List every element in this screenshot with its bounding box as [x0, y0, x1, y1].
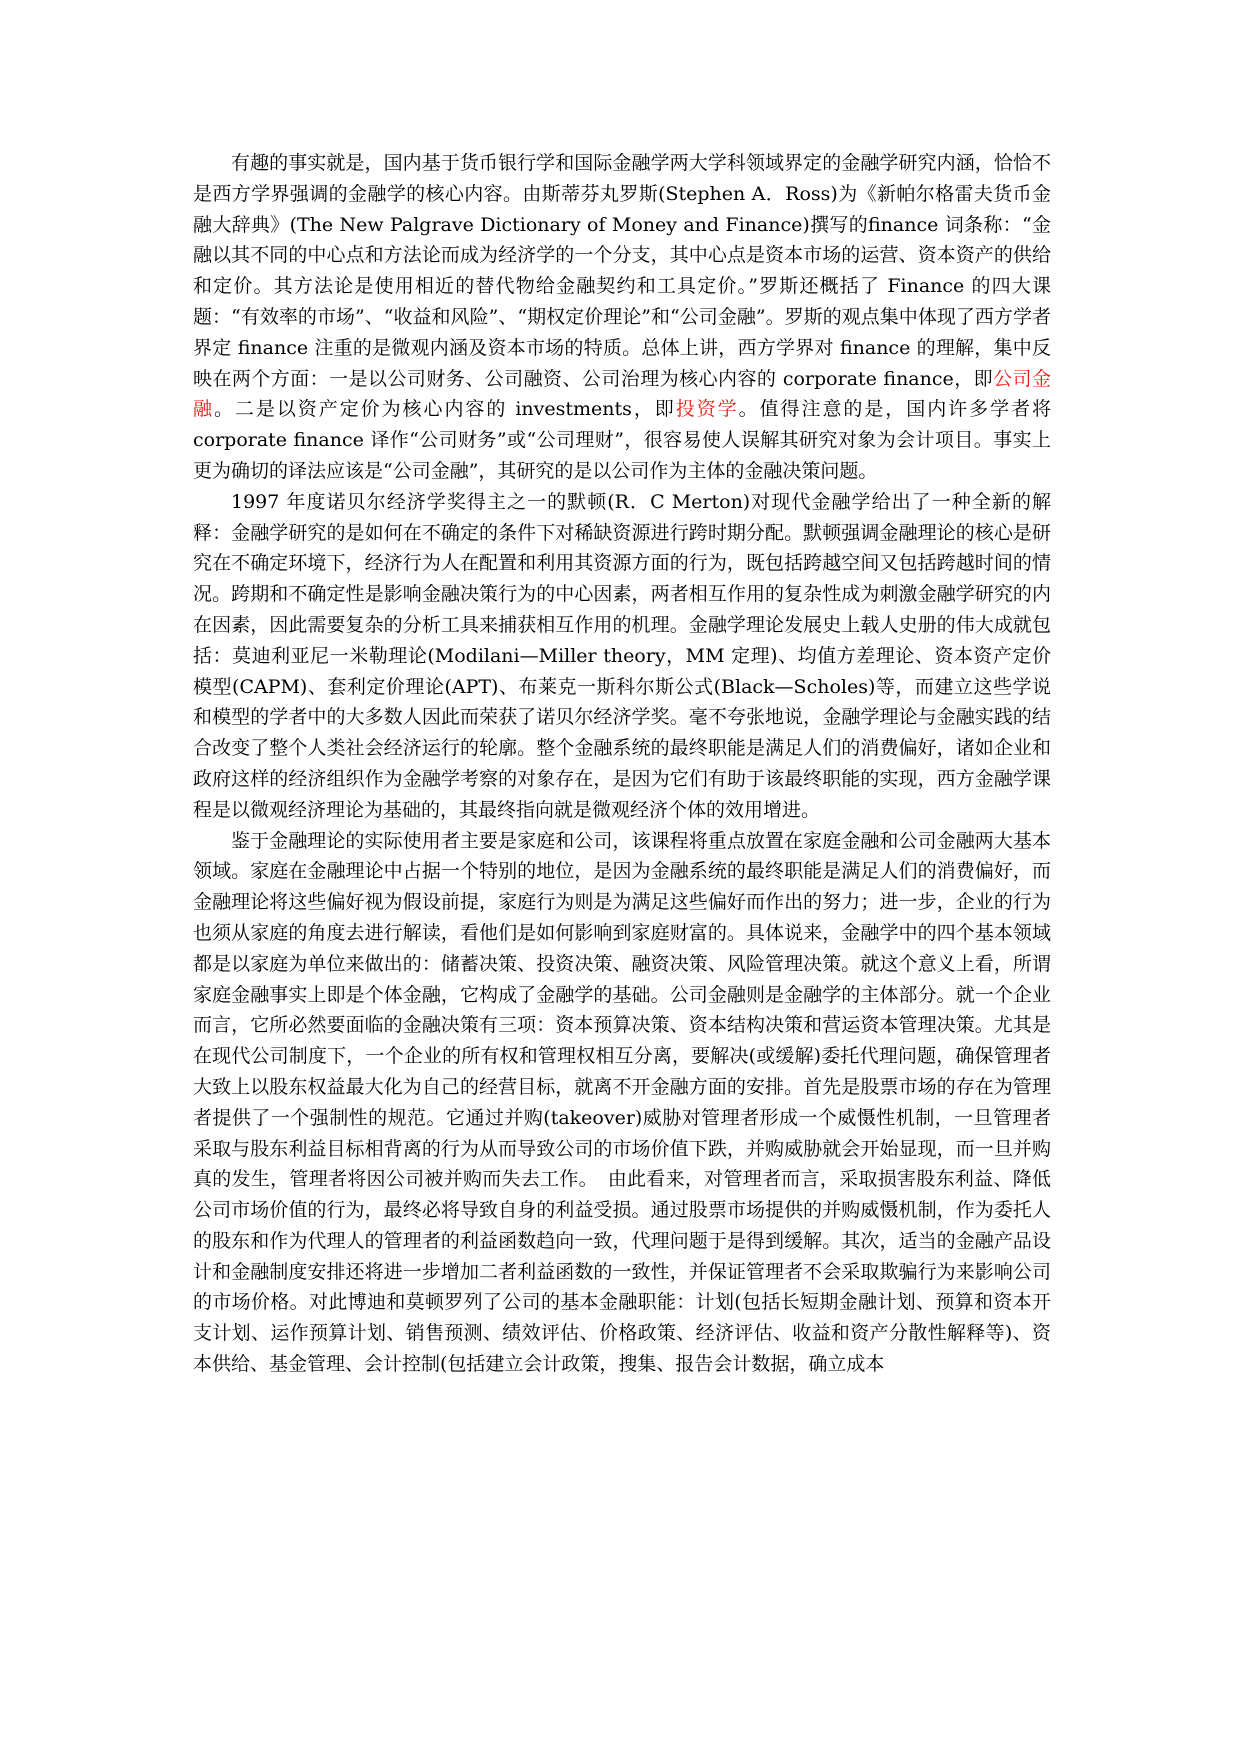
paragraph-text: 鉴于金融理论的实际使用者主要是家庭和公司，该课程将重点放置在家庭金融和公司金融两大基本领域。家庭在金融理论中占据一个特别的地位，是因为金融系统的最终职能是满足人们的消费偏好，而金融理论将这些偏好视为假设前提，家庭行为则是为满足这些偏好而作出的努力；进一步，企业的行为也须从家庭的角度去进行解读，看他们是如何影响到家庭财富的。具体说来，金融学中的四个基本领域都是以家庭为单位来做出的：储蓄决策、投资决策、融资决策、风险管理决策。就这个意义上看，所谓家庭金融事实上即是个体金融，它构成了金融学的基础。公司金融则是金融学的主体部分。就一个企业而言，它所必然要面临的金融决策有三项：资本预算决策、资本结构决策和营运资本管理决策。尤其是在现代公司制度下，一个企业的所有权和管理权相互分离，要解决(或缓解)委托代理问题，确保管理者大致上以股东权益最大化为自己的经营目标，就离不开金融方面的安排。首先是股票市场的存在为管理者提供了一个强制性的规范。它通过并购(takeover)威胁对管理者形成一个威慑性机制，一旦管理者采取与股东利益目标相背离的行为从而导致公司的市场价值下跌，并购威胁就会开始显现，而一旦并购真的发生，管理者将因公司被并购而失去工作。 由此看来，对管理者而言，采取损害股东利益、降低公司市场价值的行为，最终必将导致自身的利益受损。通过股票市场提供的并购威慑机制，作为委托人的股东和作为代理人的管理者的利益函数趋向一致，代理问题于是得到缓解。其次，适当的金融产品设计和金融制度安排还将进一步增加二者利益函数的一致性，并保证管理者不会采取欺骗行为来影响公司的市场价格。对此博迪和莫顿罗列了公司的基本金融职能：计划(包括长短期金融计划、预算和资本开支计划、运作预算计划、销售预测、绩效评估、价格政策、经济评估、收益和资产分散性解释等)、资本供给、基金管理、会计控制(包括建立会计政策，搜集、报告会计数据，确立成本: [193, 829, 1051, 1376]
paragraph: [193, 826, 1051, 1380]
paragraph-text: 有趣的事实就是，国内基于货币银行学和国际金融学两大学科领域界定的金融学研究内涵，恰恰不是西方学界强调的金融学的核心内容。由斯蒂芬丸罗斯(Stephen A．Ross)为《新帕尔格雷夫货币金融大辞典》(The New Palgrave Dictionary of Money and Finance)撰写的finance 词条称：“金融以其不同的中心点和方法论而成为经济学的一个分支，其中心点是资本市场的运营、资本资产的供给和定价。其方法论是使用相近的替代物给金融契约和工具定价。”罗斯还概括了 Finance 的四大课题：“有效率的市场”、“收益和风险”、“期权定价理论”和“公司金融”。罗斯的观点集中体现了西方学者界定 finance 注重的是微观内涵及资本市场的特质。总体上讲，西方学界对 finance 的理解，集中反映在两个方面：一是以公司财务、公司融资、公司治理为核心内容的 corporate finance，即: [193, 152, 1051, 390]
paragraph: [193, 148, 1051, 487]
link-corporate-finance[interactable]: 公司金融: [193, 367, 1051, 421]
paragraph-text: 。二是以资产定价为核心内容的 investments，即: [213, 398, 676, 421]
document-body: [193, 148, 1051, 1380]
paragraph: [193, 487, 1051, 826]
link-investments[interactable]: 投资学: [675, 398, 739, 421]
paragraph-text: 1997 年度诺贝尔经济学奖得主之一的默顿(R．C Merton)对现代金融学给出了一种全新的解释：金融学研究的是如何在不确定的条件下对稀缺资源进行跨时期分配。默顿强调金融理论的核心是研究在不确定环境下，经济行为人在配置和利用其资源方面的行为，既包括跨越空间又包括跨越时间的情况。跨期和不确定性是影响金融决策行为的中心因素，两者相互作用的复杂性成为刺激金融学研究的内在因素，因此需要复杂的分析工具来捕获相互作用的机理。金融学理论发展史上载人史册的伟大成就包括：莫迪利亚尼一米勒理论(Modilani—Miller theory，MM 定理)、均值方差理论、资本资产定价模型(CAPM)、套利定价理论(APT)、布莱克一斯科尔斯公式(Black—Scholes)等，而建立这些学说和模型的学者中的大多数人因此而荣获了诺贝尔经济学奖。毫不夸张地说，金融学理论与金融实践的结合改变了整个人类社会经济运行的轮廓。整个金融系统的最终职能是满足人们的消费偏好，诸如企业和政府这样的经济组织作为金融学考察的对象存在，是因为它们有助于该最终职能的实现，西方金融学课程是以微观经济理论为基础的，其最终指向就是微观经济个体的效用增进。: [193, 490, 1051, 821]
paragraph-text: 。值得注意的是，国内许多学者将 corporate finance 译作“公司财务”或“公司理财”，很容易使人误解其研究对象为会计项目。事实上更为确切的译法应该是“公司金融”，其研究的是以公司作为主体的金融决策问题。: [193, 398, 1051, 482]
